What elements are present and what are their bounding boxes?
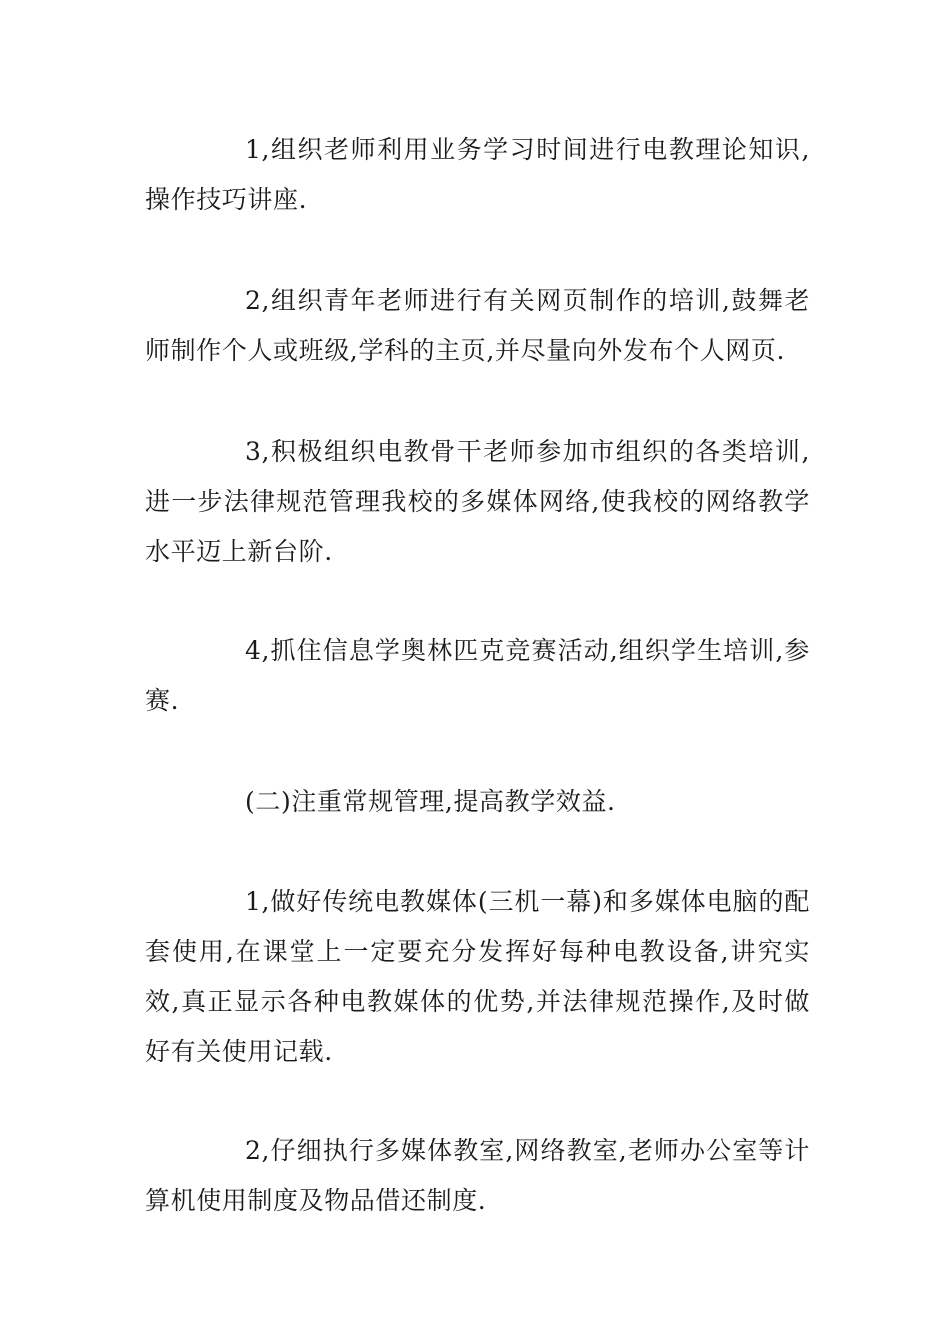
paragraph-olympiad: 4,抓住信息学奥林匹克竞赛活动,组织学生培训,参赛. [145, 636, 810, 715]
paragraph-webpage-training: 2,组织青年老师进行有关网页制作的培训,鼓舞老师制作个人或班级,学科的主页,并尽量向外发布个人网页. [145, 286, 810, 365]
paragraph-backbone-training: 3,积极组织电教骨干老师参加市组织的各类培训,进一步法律规范管理我校的多媒体网络,使我校的网络教学水平迈上新台阶. [145, 437, 810, 566]
paragraph-usage-rules: 2,仔细执行多媒体教室,网络教室,老师办公室等计算机使用制度及物品借还制度. [145, 1136, 810, 1215]
paragraph-media-usage: 1,做好传统电教媒体(三机一幕)和多媒体电脑的配套使用,在课堂上一定要充分发挥好每种电教设备,讲究实效,真正显示各种电教媒体的优势,并法律规范操作,及时做好有关使用记载. [145, 887, 810, 1066]
paragraph-training-lectures: 1,组织老师利用业务学习时间进行电教理论知识,操作技巧讲座. [145, 135, 810, 214]
section-heading-routine-management: (二)注重常规管理,提高教学效益. [245, 787, 616, 816]
